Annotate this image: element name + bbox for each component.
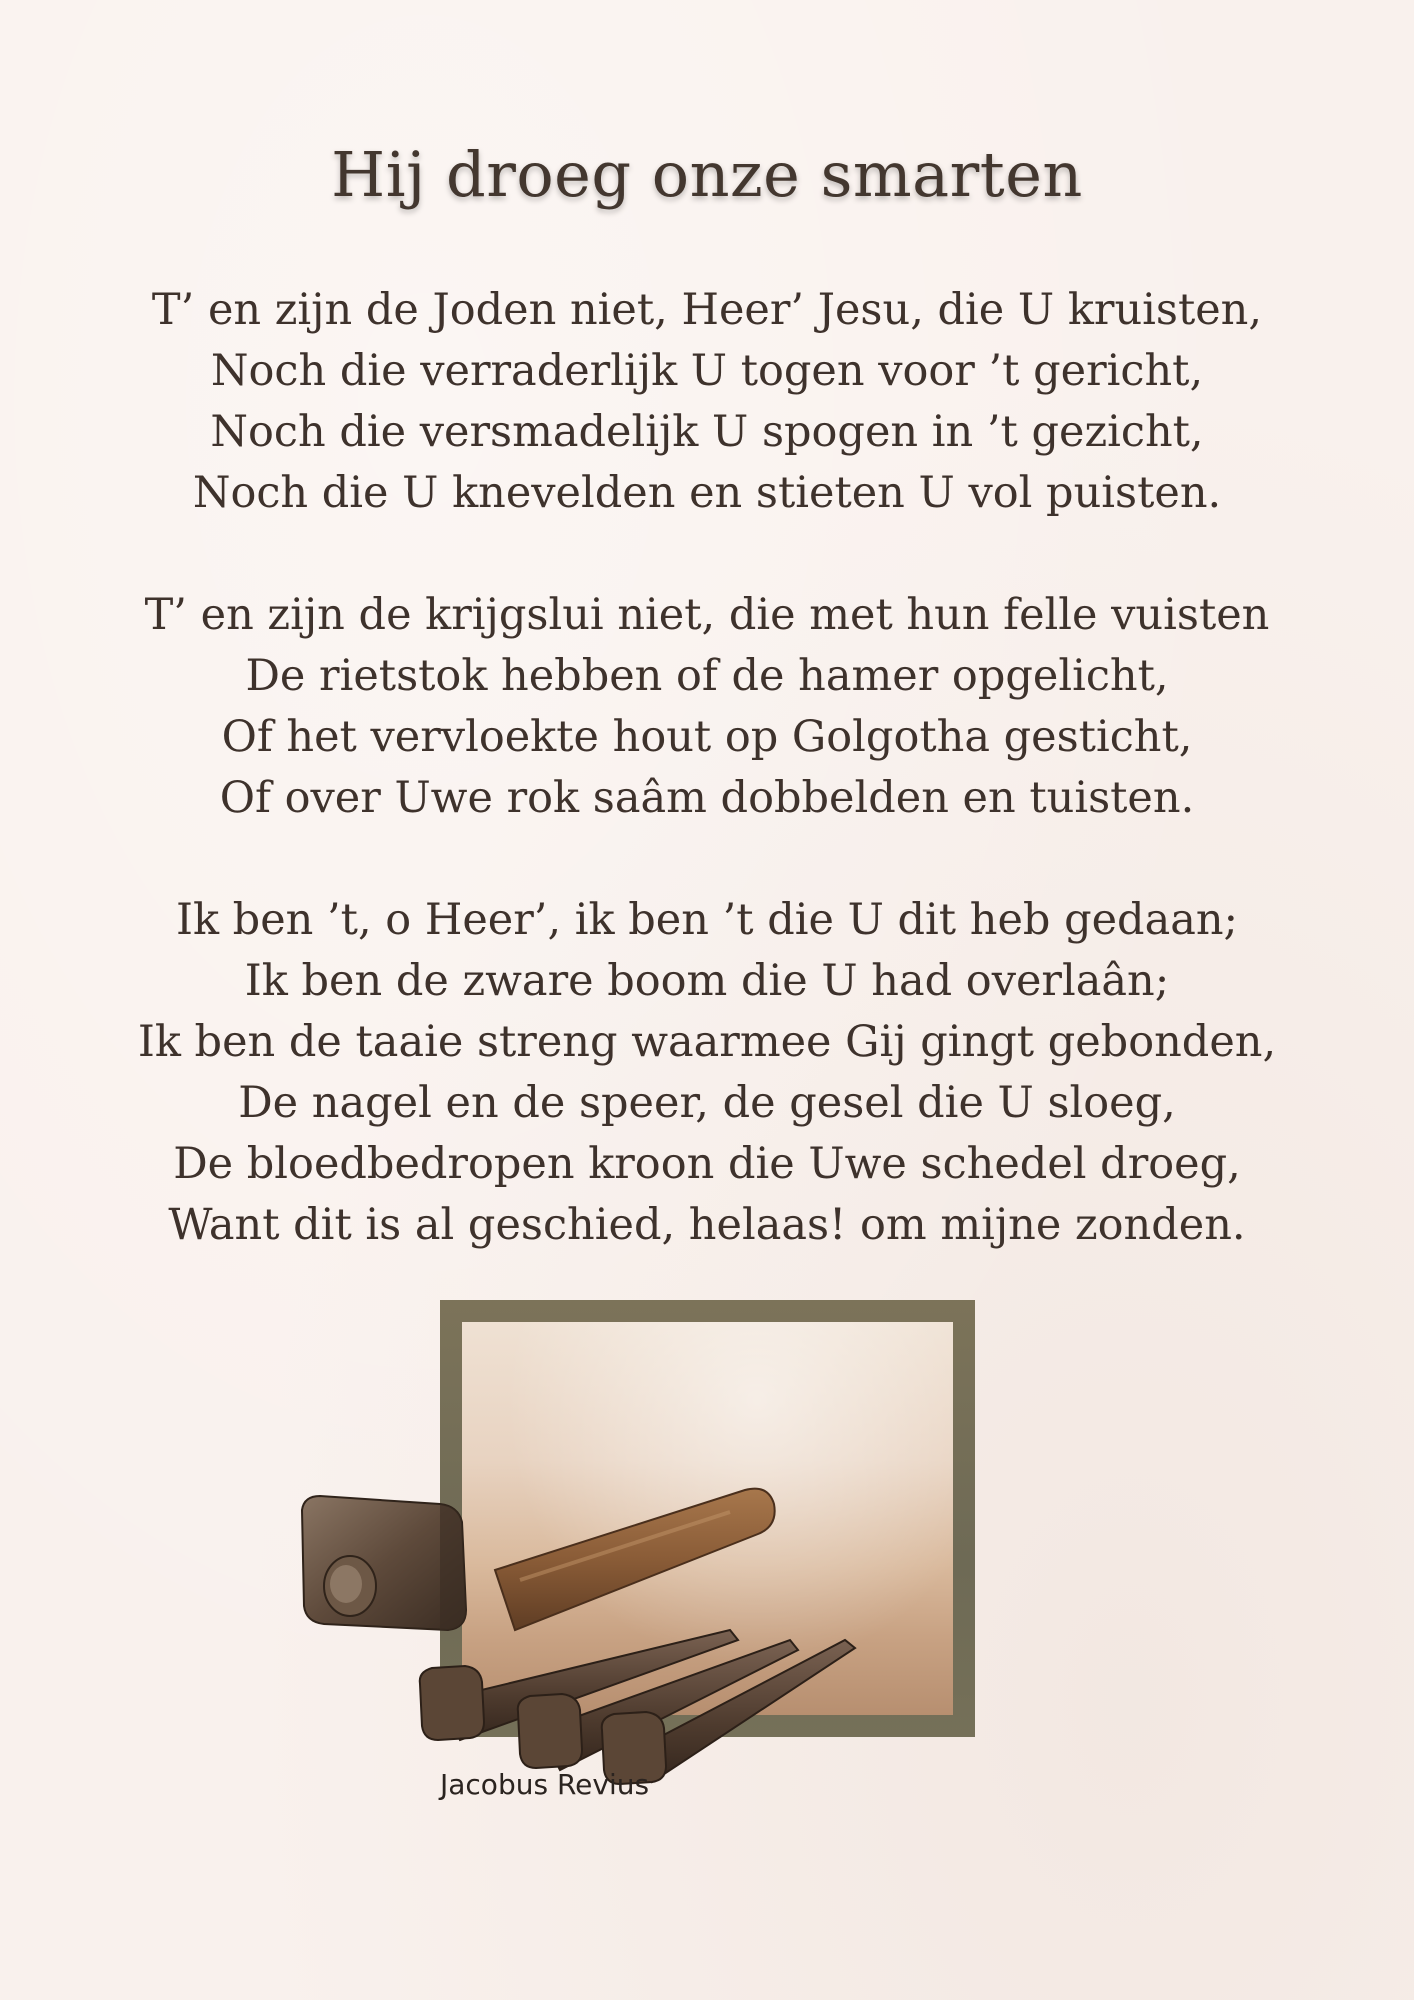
- poem-line: T’ en zijn de Joden niet, Heer’ Jesu, die U kruisten,: [151, 285, 1263, 335]
- poem-line: Ik ben ’t, o Heer’, ik ben ’t die U dit heb gedaan;: [175, 895, 1239, 945]
- poem-line: Ik ben de taaie streng waarmee Gij gingt gebonden,: [137, 1017, 1277, 1067]
- stanza-3: [0, 890, 1414, 1256]
- poem-line: Ik ben de zware boom die U had overlaân;: [244, 956, 1170, 1006]
- poem-line: De rietstok hebben of de hamer opgelicht,: [245, 651, 1169, 701]
- poem-line: Noch die verraderlijk U togen voor ’t gericht,: [210, 346, 1204, 396]
- poem-line: Want dit is al geschied, helaas! om mijne zonden.: [168, 1200, 1246, 1250]
- author-caption: Jacobus Revius: [440, 1768, 650, 1801]
- poem-line: De nagel en de speer, de gesel die U sloeg,: [238, 1078, 1176, 1128]
- poem-line: T’ en zijn de krijgslui niet, die met hun felle vuisten: [144, 590, 1270, 640]
- stanza-1: [0, 280, 1414, 524]
- poem-title: Hij droeg onze smarten: [331, 138, 1083, 211]
- poem-line: De bloedbedropen kroon die Uwe schedel droeg,: [173, 1139, 1241, 1189]
- poem-body: [0, 280, 1414, 1317]
- poem-line: Noch die versmadelijk U spogen in ’t gezicht,: [210, 407, 1204, 457]
- stanza-2: [0, 585, 1414, 829]
- poem-line: Of over Uwe rok saâm dobbelden en tuisten.: [219, 773, 1195, 823]
- poem-line: Noch die U knevelden en stieten U vol puisten.: [192, 468, 1222, 518]
- poem-line: Of het vervloekte hout op Golgotha gesticht,: [221, 712, 1193, 762]
- hammer-and-nails-icon: [290, 1460, 890, 1790]
